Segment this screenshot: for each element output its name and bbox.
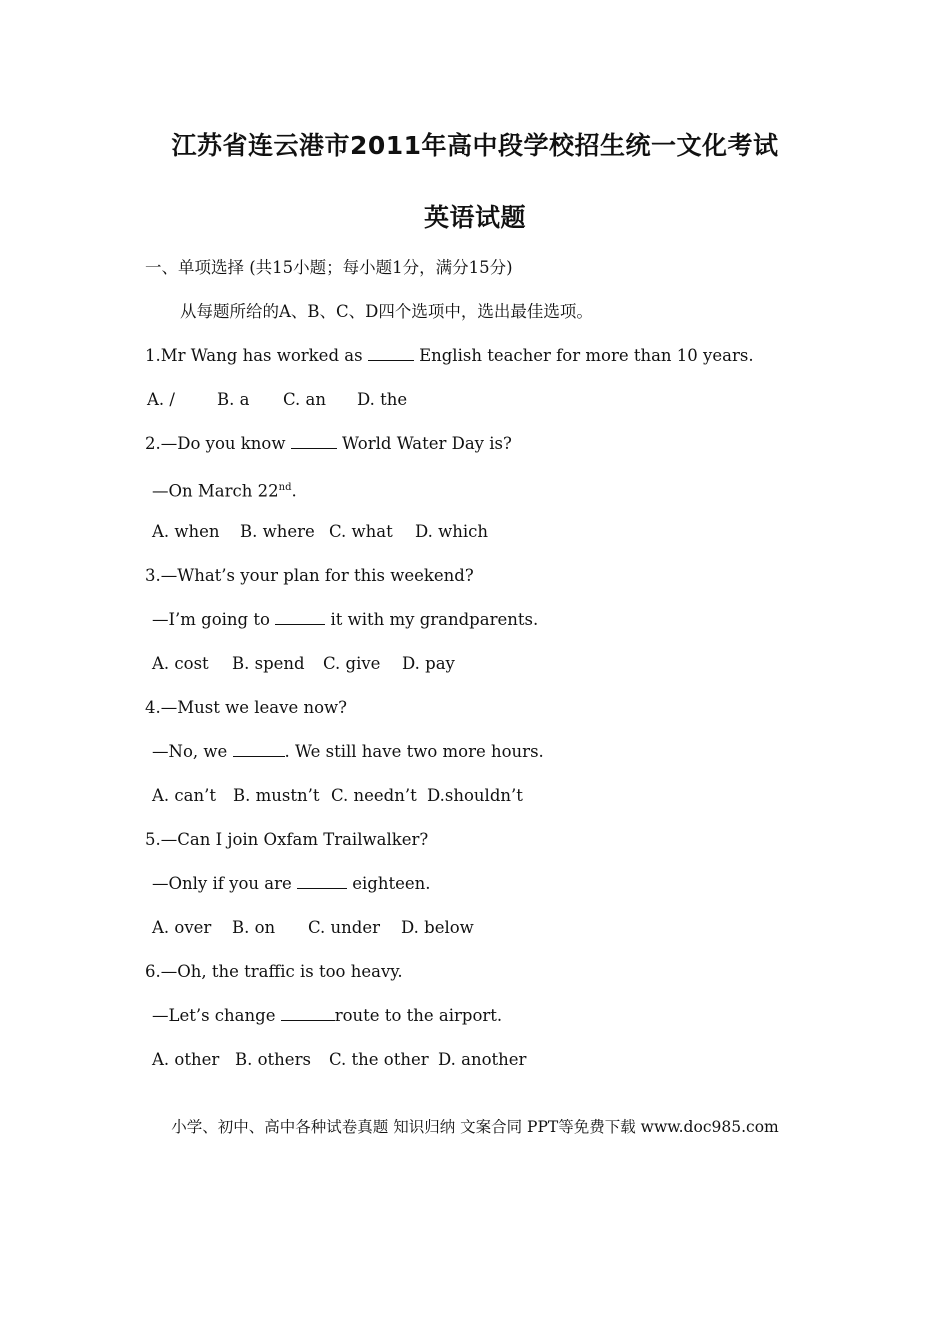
exam-title: 江苏省连云港市2011年高中段学校招生统一文化考试: [171, 131, 779, 160]
question-3-answer: [152, 609, 538, 631]
option-d: D. the: [357, 390, 408, 409]
footer-note: 小学、初中、高中各种试卷真题 知识归纳 文案合同 PPT等免费下载 www.doc985.com: [171, 1118, 779, 1136]
question-4-prompt: 4.—Must we leave now?: [145, 698, 347, 717]
option-c: C. what: [329, 522, 393, 541]
question-1-options: [147, 389, 407, 411]
option-b: B. on: [232, 918, 276, 937]
question-5-answer-pre: —Only if you are: [152, 874, 292, 893]
option-c: C. an: [283, 390, 326, 409]
question-2-answer: [152, 477, 297, 503]
answer-blank: [291, 434, 337, 449]
question-4-answer-pre: —No, we: [152, 742, 228, 761]
question-1-prompt: [145, 345, 754, 367]
question-5-answer-post: eighteen.: [352, 874, 431, 893]
question-2-options: [152, 521, 488, 543]
question-6-answer-pre: —Let’s change: [152, 1006, 276, 1025]
question-3-answer-pre: —I’m going to: [152, 610, 270, 629]
option-c: C. the other: [329, 1050, 429, 1069]
option-d: D. below: [401, 918, 474, 937]
question-3-answer-post: it with my grandparents.: [330, 610, 539, 629]
question-2-text-post: World Water Day is?: [341, 434, 512, 453]
question-1-text-pre: 1.Mr Wang has worked as: [145, 346, 363, 365]
question-3-options: [152, 653, 455, 675]
question-6-prompt: 6.—Oh, the traffic is too heavy.: [145, 962, 403, 981]
question-6-answer-post: route to the airport.: [334, 1006, 503, 1025]
option-a: A. /: [147, 390, 175, 409]
answer-blank: [297, 874, 347, 889]
option-b: B. mustn’t: [233, 786, 320, 805]
option-d: D. which: [415, 522, 489, 541]
question-2-answer-text: —On March 22: [152, 481, 279, 501]
option-c: C. give: [323, 654, 381, 673]
option-a: A. over: [152, 918, 212, 937]
option-d: D.shouldn’t: [427, 786, 523, 805]
ordinal-suffix: nd: [278, 482, 292, 493]
option-c: C. needn’t: [331, 786, 417, 805]
answer-blank: [275, 610, 325, 625]
option-b: B. a: [217, 390, 250, 409]
option-b: B. others: [235, 1050, 311, 1069]
section-heading: 一、单项选择 (共15小题；每小题1分，满分15分): [145, 258, 513, 277]
question-5-answer: [152, 873, 431, 895]
answer-blank: [368, 346, 414, 361]
section-instruction: 从每题所给的A、B、C、D四个选项中，选出最佳选项。: [180, 302, 593, 321]
question-4-options: [152, 785, 523, 807]
exam-subtitle: 英语试题: [423, 203, 526, 232]
question-2-prompt: [145, 433, 512, 455]
option-a: A. can’t: [152, 786, 216, 805]
option-d: D. another: [438, 1050, 527, 1069]
option-a: A. when: [152, 522, 220, 541]
option-d: D. pay: [402, 654, 455, 673]
question-5-prompt: 5.—Can I join Oxfam Trailwalker?: [145, 830, 429, 849]
question-6-answer: [152, 1005, 502, 1027]
question-2-answer-end: .: [291, 481, 297, 501]
question-2-text-pre: 2.—Do you know: [145, 434, 286, 453]
answer-blank: [233, 742, 285, 757]
question-1-text-post: English teacher for more than 10 years.: [419, 346, 754, 365]
question-6-options: [152, 1049, 526, 1071]
option-b: B. where: [240, 522, 315, 541]
option-b: B. spend: [232, 654, 305, 673]
question-3-prompt: 3.—What’s your plan for this weekend?: [145, 566, 474, 585]
option-a: A. other: [152, 1050, 220, 1069]
option-a: A. cost: [152, 654, 209, 673]
question-4-answer-post: . We still have two more hours.: [284, 742, 544, 761]
option-c: C. under: [308, 918, 380, 937]
answer-blank: [281, 1006, 335, 1021]
question-4-answer: [152, 741, 544, 763]
question-5-options: [152, 917, 474, 939]
